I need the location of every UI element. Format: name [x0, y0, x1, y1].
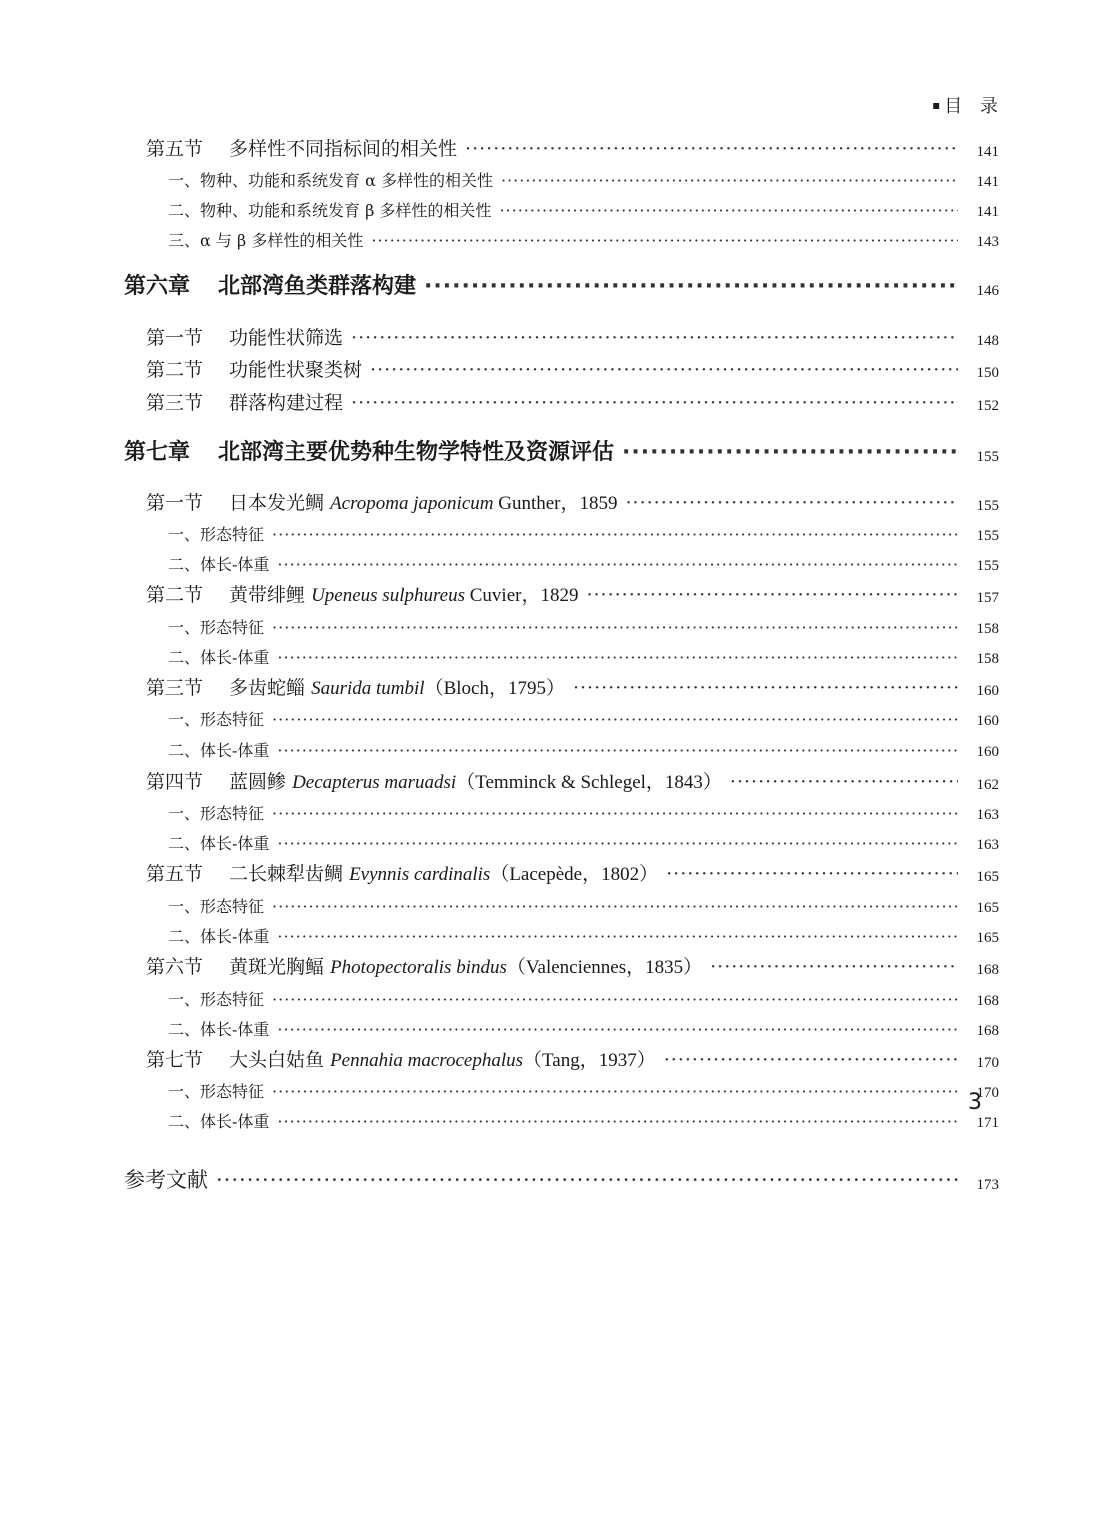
toc-entry-leader: [168, 738, 966, 761]
toc-entry-title: [146, 673, 565, 700]
dot-leader: [626, 492, 958, 514]
toc-entry-page: 168: [976, 993, 999, 1009]
toc-entry-leader: [168, 522, 966, 545]
toc-entry-authority: Cuvier，1829: [465, 585, 579, 606]
toc-entry-page: 168: [976, 962, 999, 978]
toc-entry-text: 二、体长-体重: [168, 741, 270, 760]
toc-entry-page: 155: [976, 498, 999, 514]
page-number: 3: [968, 1090, 982, 1115]
toc-entry-title: [146, 580, 578, 607]
dot-leader: [501, 171, 958, 190]
toc-entry-title: [146, 767, 722, 794]
toc-entry-title: [168, 987, 264, 1010]
toc-entry-text: 二、体长-体重: [168, 1020, 270, 1039]
toc-entry-text: 二、物种、功能和系统发育 β 多样性的相关性: [168, 201, 492, 220]
toc-entry-page: 163: [976, 807, 999, 823]
toc-entry-scientific-name: Saurida tumbil: [311, 678, 425, 699]
toc-entry[interactable]: [0, 1042, 1116, 1072]
toc-entry-leader: [146, 355, 966, 382]
dot-leader: [371, 231, 958, 250]
toc-entry[interactable]: [0, 221, 1116, 251]
dot-leader: [216, 1168, 958, 1192]
dot-leader: [622, 440, 958, 465]
toc-entry-page: 173: [976, 1177, 999, 1193]
toc-entry-title: [146, 323, 343, 350]
toc-entry-text: 一、形态特征: [168, 990, 265, 1009]
dot-leader: [351, 327, 958, 349]
toc-entry[interactable]: [0, 824, 1116, 854]
dot-leader: [272, 804, 958, 823]
toc-entry-title: [168, 168, 493, 191]
toc-entry-text: 参考文献: [124, 1168, 208, 1192]
dot-leader: [710, 956, 958, 978]
toc-entry-scientific-name: Decapterus maruadsi: [292, 772, 457, 793]
toc-entry-text: 一、形态特征: [168, 618, 265, 637]
toc-entry-text: 二、体长-体重: [168, 834, 270, 853]
toc-entry-title: [124, 435, 614, 466]
toc-entry-leader: [146, 952, 966, 979]
toc-entry[interactable]: [0, 161, 1116, 191]
toc-entry-title: [146, 134, 457, 161]
toc-entry-page: 141: [976, 204, 999, 220]
toc-entry-leader: [168, 1079, 966, 1102]
toc-entry-authority: （Valenciennes，1835）: [506, 957, 703, 978]
toc-entry-leader: [168, 615, 966, 638]
toc-entry[interactable]: [0, 949, 1116, 979]
toc-entry-page: 158: [976, 651, 999, 667]
toc-entry-title: [168, 894, 264, 917]
running-header: [932, 92, 1004, 118]
toc-entry-text: 一、形态特征: [168, 897, 265, 916]
toc-entry-page: 155: [976, 528, 999, 544]
toc-entry-number: 第三节: [146, 392, 204, 414]
toc-entry[interactable]: [0, 545, 1116, 575]
toc-entry-text: 日本发光鲷: [229, 492, 325, 514]
toc-entry-title: [168, 522, 264, 545]
toc-entry-authority: （Temminck & Schlegel，1843）: [456, 772, 722, 793]
toc-entry[interactable]: [0, 191, 1116, 221]
toc-entry[interactable]: [0, 385, 1116, 415]
toc-entry-page: 160: [976, 713, 999, 729]
toc-entry[interactable]: [0, 731, 1116, 761]
dot-leader: [573, 677, 958, 699]
toc-entry-page: 155: [976, 558, 999, 574]
toc-entry-page: 160: [976, 683, 999, 699]
toc-entry-text: 三、α 与 β 多样性的相关性: [168, 231, 364, 250]
toc-entry-number: 第一节: [146, 327, 204, 349]
toc-entry[interactable]: [0, 436, 1116, 466]
toc-entry-text: 二、体长-体重: [168, 927, 270, 946]
toc-entry[interactable]: [0, 887, 1116, 917]
dot-leader: [272, 525, 958, 544]
toc-entry[interactable]: [0, 352, 1116, 382]
dot-leader: [272, 618, 958, 637]
toc-entry[interactable]: [0, 1102, 1116, 1132]
toc-entry-title: [146, 1045, 656, 1072]
toc-entry-text: 多样性不同指标间的相关性: [229, 138, 458, 160]
toc-entry-page: 165: [976, 869, 999, 885]
dot-leader: [586, 584, 958, 606]
toc-entry-title: [146, 859, 658, 886]
toc-entry-text: 一、形态特征: [168, 1082, 265, 1101]
dot-leader: [277, 741, 958, 760]
toc-entry-number: 第六节: [146, 956, 204, 978]
dot-leader: [499, 201, 958, 220]
toc-entry[interactable]: [0, 1164, 1116, 1194]
toc-entry-title: [168, 1109, 269, 1132]
toc-entry[interactable]: [0, 917, 1116, 947]
dot-leader: [370, 359, 958, 381]
toc-entry-leader: [146, 767, 966, 794]
toc-entry[interactable]: [0, 485, 1116, 515]
toc-entry-title: [168, 924, 269, 947]
toc-entry-page: 157: [976, 590, 999, 606]
toc-entry-text: 一、物种、功能和系统发育 α 多样性的相关性: [168, 171, 493, 190]
toc-entry[interactable]: [0, 515, 1116, 545]
toc-entry-title: [168, 801, 264, 824]
toc-entry-leader: [168, 707, 966, 730]
dot-leader: [351, 392, 958, 414]
dot-leader: [277, 1020, 958, 1039]
toc-entry-text: 北部湾鱼类群落构建: [218, 274, 417, 299]
toc-entry[interactable]: [0, 700, 1116, 730]
toc-entry-number: 第六章: [124, 274, 191, 299]
toc-entry-number: 第五节: [146, 863, 204, 885]
dot-leader: [277, 1112, 958, 1131]
toc-entry-number: 第五节: [146, 138, 204, 160]
toc-entry-leader: [146, 323, 966, 350]
toc-entry[interactable]: [0, 320, 1116, 350]
toc-entry-title: [124, 1164, 208, 1194]
toc-entry-title: [168, 645, 269, 668]
toc-entry-leader: [168, 801, 966, 824]
toc-entry-text: 黄斑光胸鲾: [229, 956, 325, 978]
toc-entry-number: 第二节: [146, 359, 204, 381]
toc-entry-page: 165: [976, 930, 999, 946]
toc-entry-page: 160: [976, 744, 999, 760]
dot-leader: [277, 927, 958, 946]
toc-entry-title: [146, 488, 618, 515]
toc-entry-leader: [168, 228, 966, 251]
toc-entry-authority: （Lacepède，1802）: [490, 864, 659, 885]
toc-entry-authority: （Tang，1937）: [523, 1050, 656, 1071]
toc-entry-leader: [146, 859, 966, 886]
toc-entry-scientific-name: Photopectoralis bindus: [330, 957, 507, 978]
toc-entry-page: 165: [976, 900, 999, 916]
toc-entry[interactable]: [0, 764, 1116, 794]
toc-entry-leader: [168, 1017, 966, 1040]
toc-entry-title: [168, 615, 264, 638]
toc-entry-title: [146, 388, 343, 415]
header-label: 目 录: [944, 96, 1004, 117]
header-mark: ▪: [932, 98, 945, 112]
toc-entry-page: 162: [976, 777, 999, 793]
toc-entry-authority: （Bloch，1795）: [424, 678, 565, 699]
toc-entry[interactable]: [0, 577, 1116, 607]
toc-entry[interactable]: [0, 608, 1116, 638]
dot-leader: [277, 834, 958, 853]
toc-entry-title: [168, 552, 269, 575]
toc-entry-page: 141: [976, 174, 999, 190]
toc-entry-text: 蓝圆鲹: [229, 771, 287, 793]
toc-entry-title: [168, 1017, 269, 1040]
toc-entry-authority: Gunther，1859: [493, 493, 618, 514]
toc-entry-leader: [168, 894, 966, 917]
toc-entry[interactable]: [0, 1010, 1116, 1040]
toc-entry-leader: [168, 924, 966, 947]
toc-entry-page: 163: [976, 837, 999, 853]
dot-leader: [666, 863, 958, 885]
toc-entry-title: [146, 952, 702, 979]
toc-entry-text: 北部湾主要优势种生物学特性及资源评估: [218, 440, 615, 465]
toc-entry-page: 158: [976, 621, 999, 637]
toc-entry-page: 171: [976, 1115, 999, 1131]
toc-entry-page: 141: [976, 144, 999, 160]
toc-entry-leader: [146, 580, 966, 607]
toc-entry-page: 150: [976, 365, 999, 381]
toc-entry-title: [124, 269, 416, 300]
toc-entry-scientific-name: Pennahia macrocephalus: [330, 1050, 524, 1071]
toc-entry-text: 二、体长-体重: [168, 1112, 270, 1131]
toc-entry[interactable]: [0, 1072, 1116, 1102]
dot-leader: [272, 990, 958, 1009]
toc-entry-text: 多齿蛇鲻: [229, 677, 306, 699]
dot-leader: [465, 138, 958, 160]
toc-entry-page: 143: [976, 234, 999, 250]
toc-entry-leader: [146, 488, 966, 515]
toc-entry-leader: [168, 168, 966, 191]
toc-entry-leader: [124, 435, 966, 466]
toc-entry-text: 功能性状聚类树: [229, 359, 363, 381]
toc-entry-number: 第二节: [146, 584, 204, 606]
toc-entry[interactable]: [0, 980, 1116, 1010]
toc-entry[interactable]: [0, 794, 1116, 824]
toc-entry-leader: [146, 388, 966, 415]
dot-leader: [730, 771, 958, 793]
toc-entry-scientific-name: Upeneus sulphureus: [311, 585, 465, 606]
dot-leader: [277, 555, 958, 574]
toc-entry-text: 二、体长-体重: [168, 648, 270, 667]
toc-entry-page: 148: [976, 333, 999, 349]
toc-entry-title: [168, 707, 264, 730]
toc-entry-number: 第七节: [146, 1049, 204, 1071]
toc-entry-leader: [168, 198, 966, 221]
toc-entry-scientific-name: Acropoma japonicum: [330, 493, 494, 514]
toc-entry-page: 152: [976, 398, 999, 414]
toc-entry-title: [168, 198, 491, 221]
toc-entry-scientific-name: Evynnis cardinalis: [349, 864, 491, 885]
toc-entry-title: [168, 228, 363, 251]
dot-leader: [424, 274, 958, 299]
toc-entry-title: [168, 1079, 264, 1102]
dot-leader: [277, 648, 958, 667]
toc-entry[interactable]: [0, 670, 1116, 700]
toc-entry-page: 170: [976, 1085, 999, 1101]
toc-entry-leader: [146, 673, 966, 700]
toc-entry-number: 第四节: [146, 771, 204, 793]
toc-entry-title: [168, 831, 269, 854]
toc-entry-text: 功能性状筛选: [229, 327, 344, 349]
toc-entry-leader: [124, 269, 966, 300]
dot-leader: [272, 710, 958, 729]
toc-entry[interactable]: [0, 270, 1116, 300]
toc-entry-text: 一、形态特征: [168, 804, 265, 823]
toc-entry[interactable]: [0, 131, 1116, 161]
toc-entry-text: 一、形态特征: [168, 525, 265, 544]
toc-entry[interactable]: [0, 856, 1116, 886]
toc-entry-text: 群落构建过程: [229, 392, 344, 414]
toc-entry-page: 168: [976, 1023, 999, 1039]
toc-entry-page: 170: [976, 1055, 999, 1071]
toc-entry-text: 黄带绯鲤: [229, 584, 306, 606]
dot-leader: [272, 897, 958, 916]
toc-entry-text: 一、形态特征: [168, 710, 265, 729]
toc-entry-leader: [146, 1045, 966, 1072]
toc-entry-page: 146: [976, 283, 999, 299]
toc-entry-number: 第一节: [146, 492, 204, 514]
toc-entry-text: 二长棘犁齿鲷: [229, 863, 344, 885]
toc-entry-leader: [168, 552, 966, 575]
toc-entry-number: 第三节: [146, 677, 204, 699]
toc-entry-text: 大头白姑鱼: [229, 1049, 325, 1071]
toc-entry-text: 二、体长-体重: [168, 555, 270, 574]
toc-entry[interactable]: [0, 638, 1116, 668]
toc-entry-leader: [168, 831, 966, 854]
dot-leader: [272, 1082, 958, 1101]
toc-entry-leader: [146, 134, 966, 161]
dot-leader: [664, 1049, 958, 1071]
toc-entry-leader: [168, 1109, 966, 1132]
toc-entry-title: [146, 355, 362, 382]
toc-entry-title: [168, 738, 269, 761]
toc-entry-leader: [168, 987, 966, 1010]
toc-entry-page: 155: [976, 449, 999, 465]
toc-entry-number: 第七章: [124, 440, 191, 465]
toc-entry-leader: [124, 1164, 966, 1194]
toc-entry-leader: [168, 645, 966, 668]
